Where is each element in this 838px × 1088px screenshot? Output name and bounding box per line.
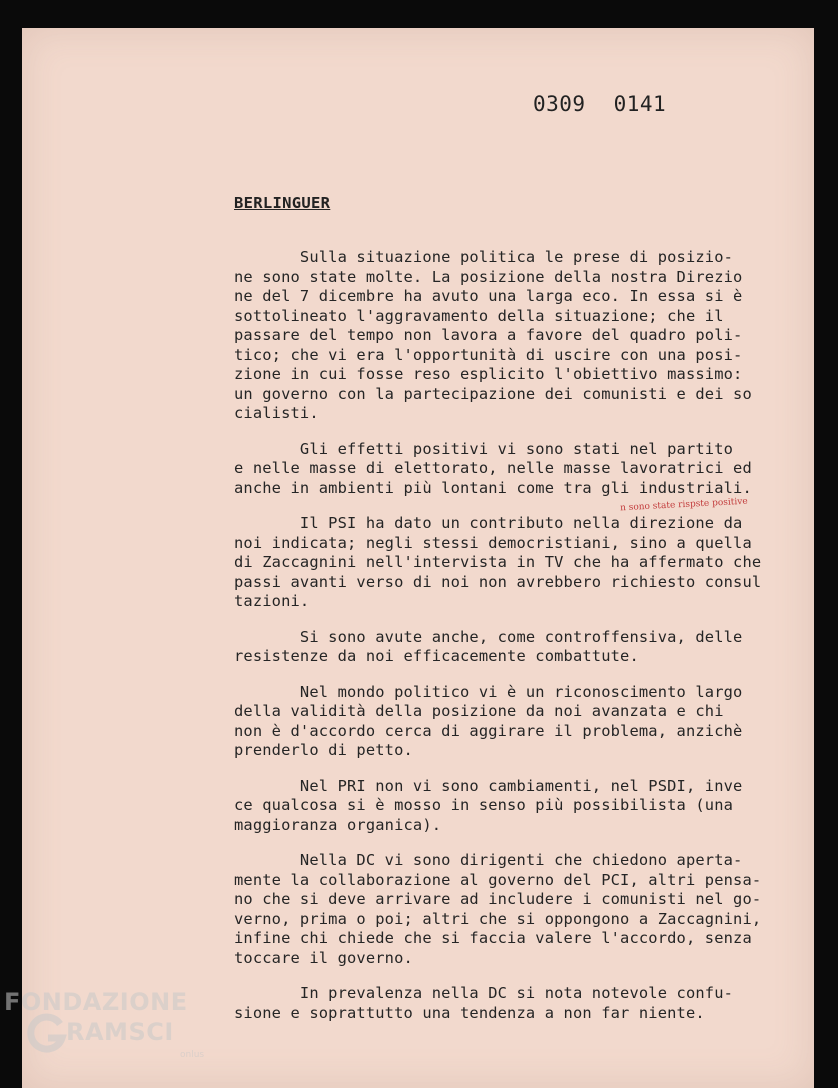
paragraph <box>234 984 794 1023</box>
text-line: Nel mondo politico vi è un riconoscimento largo <box>234 682 743 701</box>
document-number <box>533 92 666 116</box>
text-line: no che si deve arrivare ad includere i comunisti nel go- <box>234 890 762 908</box>
paragraph <box>234 777 794 836</box>
text-line: Gli effetti positivi vi sono stati nel partito <box>234 439 734 458</box>
text-line: infine chi chiede che si faccia valere l'accordo, senza <box>234 929 752 947</box>
document-number-part2: 0141 <box>613 92 667 116</box>
text-line: tazioni. <box>234 592 310 610</box>
paragraph <box>234 440 794 499</box>
text-line: Nel PRI non vi sono cambiamenti, nel PSDI, inve <box>234 776 743 795</box>
text-line: ne sono state molte. La posizione della nostra Direzio <box>234 267 743 286</box>
text-line: ne del 7 dicembre ha avuto una larga eco. In essa si è <box>234 287 743 305</box>
text-line: anche in ambienti più lontani come tra gli industriali. <box>234 478 752 497</box>
text-line: sottolineato l'aggravamento della situazione; che il <box>234 306 724 325</box>
watermark-g-icon <box>24 1012 68 1056</box>
text-line: cialisti. <box>234 404 319 422</box>
document-page <box>22 28 814 1088</box>
text-line: tico; che vi era l'opportunità di uscire con una posi- <box>234 345 743 364</box>
text-line: Il PSI ha dato un contributo nella direzione da <box>234 514 743 532</box>
text-line: toccare il governo. <box>234 948 413 967</box>
paragraph <box>234 683 794 761</box>
text-line: resistenze da noi efficacemente combattute. <box>234 647 639 665</box>
text-line: e nelle masse di elettorato, nelle masse lavoratrici ed <box>234 459 752 477</box>
text-line: verno, prima o poi; altri che si oppongono a Zaccagnini, <box>234 909 762 928</box>
watermark-line2: RAMSCI <box>66 1018 174 1046</box>
document-body <box>234 248 794 1039</box>
text-line: un governo con la partecipazione dei comunisti e dei so <box>234 384 752 403</box>
text-line: Sulla situazione politica le prese di posizio- <box>234 248 734 266</box>
text-line: passare del tempo non lavora a favore del quadro poli- <box>234 326 743 344</box>
text-line: Nella DC vi sono dirigenti che chiedono aperta- <box>234 851 743 869</box>
text-line: ce qualcosa si è mosso in senso più possibilista (una <box>234 796 734 814</box>
paragraph <box>234 248 794 424</box>
text-line: prenderlo di petto. <box>234 741 413 759</box>
paragraph <box>234 514 794 612</box>
document-number-part1: 0309 <box>533 92 586 116</box>
text-line: Si sono avute anche, come controffensiva, delle <box>234 627 743 646</box>
text-line: passi avanti verso di noi non avrebbero richiesto consul <box>234 572 762 591</box>
text-line: In prevalenza nella DC si nota notevole confu- <box>234 984 734 1002</box>
watermark-logo <box>4 988 214 1068</box>
paragraph <box>234 628 794 667</box>
watermark-line1: FONDAZIONE <box>4 988 188 1016</box>
text-line: sione e soprattutto una tendenza a non far niente. <box>234 1003 705 1022</box>
handwritten-annotation: n sono state rispste positive <box>619 496 748 514</box>
text-line: zione in cui fosse reso esplicito l'obiettivo massimo: <box>234 365 743 383</box>
text-line: mente la collaborazione al governo del PCI, altri pensa- <box>234 870 762 889</box>
text-line: noi indicata; negli stessi democristiani, sino a quella <box>234 533 752 552</box>
page-title: BERLINGUER <box>234 194 331 212</box>
text-line: non è d'accordo cerca di aggirare il problema, anzichè <box>234 721 743 740</box>
text-line: di Zaccagnini nell'intervista in TV che ha affermato che <box>234 553 762 571</box>
text-line: maggioranza organica). <box>234 815 442 834</box>
paragraph <box>234 851 794 968</box>
text-line: della validità della posizione da noi avanzata e chi <box>234 702 724 720</box>
watermark-sub: onlus <box>180 1050 205 1060</box>
